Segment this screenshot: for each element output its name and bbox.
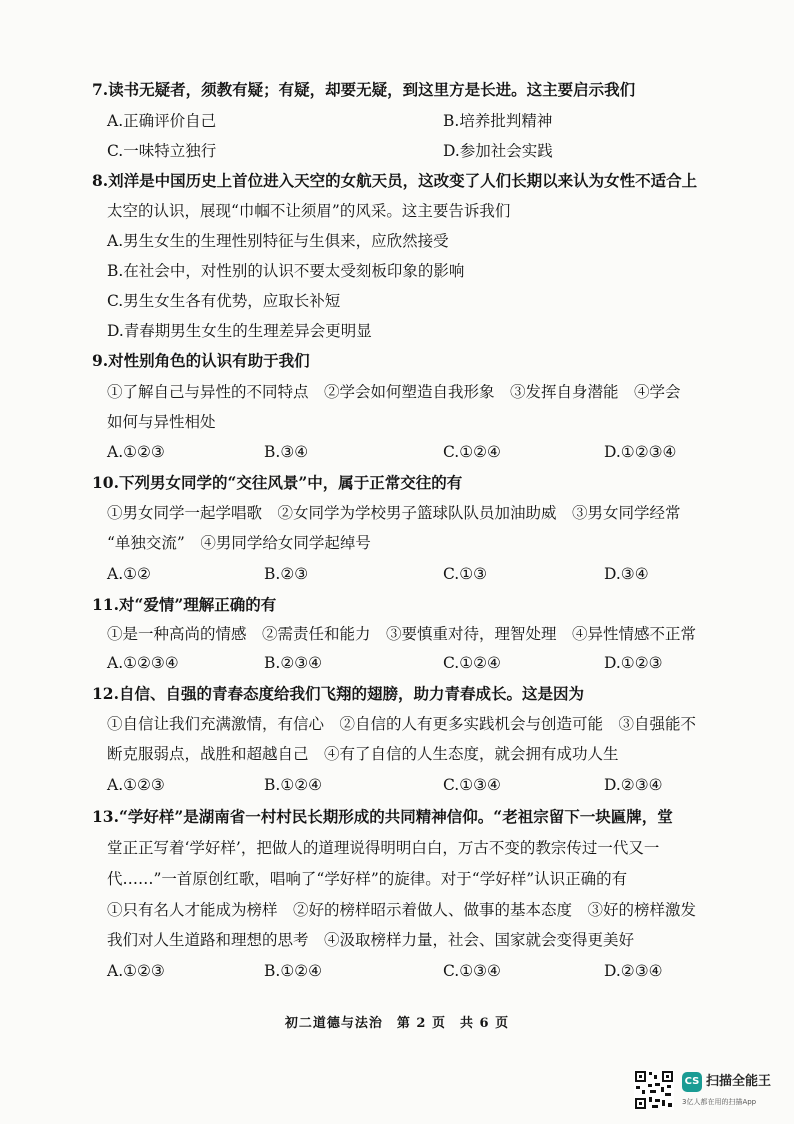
q11-items-line1: ①是一种高尚的情感 ②需责任和能力 ③要慎重对待，理智处理 ④异性情感不正常 [107,625,697,643]
q12-choice-d: D.②③④ [604,776,663,794]
scanner-watermark [634,1070,784,1112]
q13-choice-b: B.①②④ [264,962,323,980]
q12-choice-c: C.①③④ [443,776,501,794]
q10-choice-c: C.①③ [443,565,488,583]
q13-stem-line1: 13.“学好样”是湖南省一村村民长期形成的共同精神信仰。“老祖宗留下一块匾牌，堂 [92,807,673,826]
q9-stem: 9.对性别角色的认识有助于我们 [92,351,310,370]
q12-choice-b: B.①②④ [264,776,323,794]
q8-option-a: A.男生女生的生理性别特征与生俱来，应欣然接受 [107,232,449,250]
q13-items-line1: ①只有名人才能成为榜样 ②好的榜样昭示着做人、做事的基本态度 ③好的榜样激发 [107,901,697,919]
q9-items-line2: 如何与异性相处 [107,413,216,431]
brand-tagline: 3亿人都在用的扫描App [682,1098,757,1106]
q9-choice-c: C.①②④ [443,443,501,461]
q9-choice-d: D.①②③④ [604,443,677,461]
q10-stem: 10.下列男女同学的“交往风景”中，属于正常交往的有 [92,473,463,492]
page-footer: 初二道德与法治 第 2 页 共 6 页 [284,1016,510,1031]
q11-choice-c: C.①②④ [443,654,501,672]
q7-option-b: B.培养批判精神 [443,112,553,130]
camscanner-logo-icon: CS [682,1072,702,1092]
q7-option-a: A.正确评价自己 [107,112,217,130]
q7-stem: 7.读书无疑者，须教有疑；有疑，却要无疑，到这里方是长进。这主要启示我们 [92,80,636,99]
brand-name: 扫描全能王 [706,1074,772,1089]
q7-option-c: C.一味特立独行 [107,142,217,160]
q13-items-line2: 我们对人生道路和理想的思考 ④汲取榜样力量，社会、国家就会变得更美好 [107,931,635,949]
q9-items-line1: ①了解自己与异性的不同特点 ②学会如何塑造自我形象 ③发挥自身潜能 ④学会 [107,383,681,401]
q8-stem-line1: 8.刘洋是中国历史上首位进入天空的女航天员，这改变了人们长期以来认为女性不适合上 [92,171,698,190]
q13-stem-line2: 堂正正写着‘学好样’，把做人的道理说得明明白白，万古不变的教宗传过一代又一 [107,839,660,857]
q11-choice-b: B.②③④ [264,654,323,672]
q11-choice-d: D.①②③ [604,654,663,672]
q10-choice-a: A.①② [107,565,151,583]
q7-option-d: D.参加社会实践 [443,142,553,160]
q10-choice-d: D.③④ [604,565,649,583]
q11-stem: 11.对“爱情”理解正确的有 [92,595,277,614]
q12-items-line1: ①自信让我们充满激情，有信心 ②自信的人有更多实践机会与创造可能 ③自强能不 [107,715,697,733]
q13-choice-d: D.②③④ [604,962,663,980]
q8-option-b: B.在社会中，对性别的认识不要太受刻板印象的影响 [107,262,465,280]
q10-items-line2: “单独交流” ④男同学给女同学起绰号 [107,534,371,552]
q13-stem-line3: 代……”一首原创红歌，唱响了“学好样”的旋律。对于“学好样”认识正确的有 [107,870,628,888]
q10-items-line1: ①男女同学一起学唱歌 ②女同学为学校男子篮球队队员加油助威 ③男女同学经常 [107,504,681,522]
q13-choice-a: A.①②③ [107,962,165,980]
q8-option-d: D.青春期男生女生的生理差异会更明显 [107,322,372,340]
q11-choice-a: A.①②③④ [107,654,179,672]
q13-choice-c: C.①③④ [443,962,501,980]
q8-option-c: C.男生女生各有优势，应取长补短 [107,292,341,310]
q12-items-line2: 断克服弱点，战胜和超越自己 ④有了自信的人生态度，就会拥有成功人生 [107,745,619,763]
qr-code-icon [634,1070,674,1110]
q9-choice-a: A.①②③ [107,443,165,461]
q10-choice-b: B.②③ [264,565,309,583]
q12-choice-a: A.①②③ [107,776,165,794]
q9-choice-b: B.③④ [264,443,309,461]
q8-stem-line2: 太空的认识，展现“巾帼不让须眉”的风采。这主要告诉我们 [107,202,511,220]
q12-stem: 12.自信、自强的青春态度给我们飞翔的翅膀，助力青春成长。这是因为 [92,684,584,703]
